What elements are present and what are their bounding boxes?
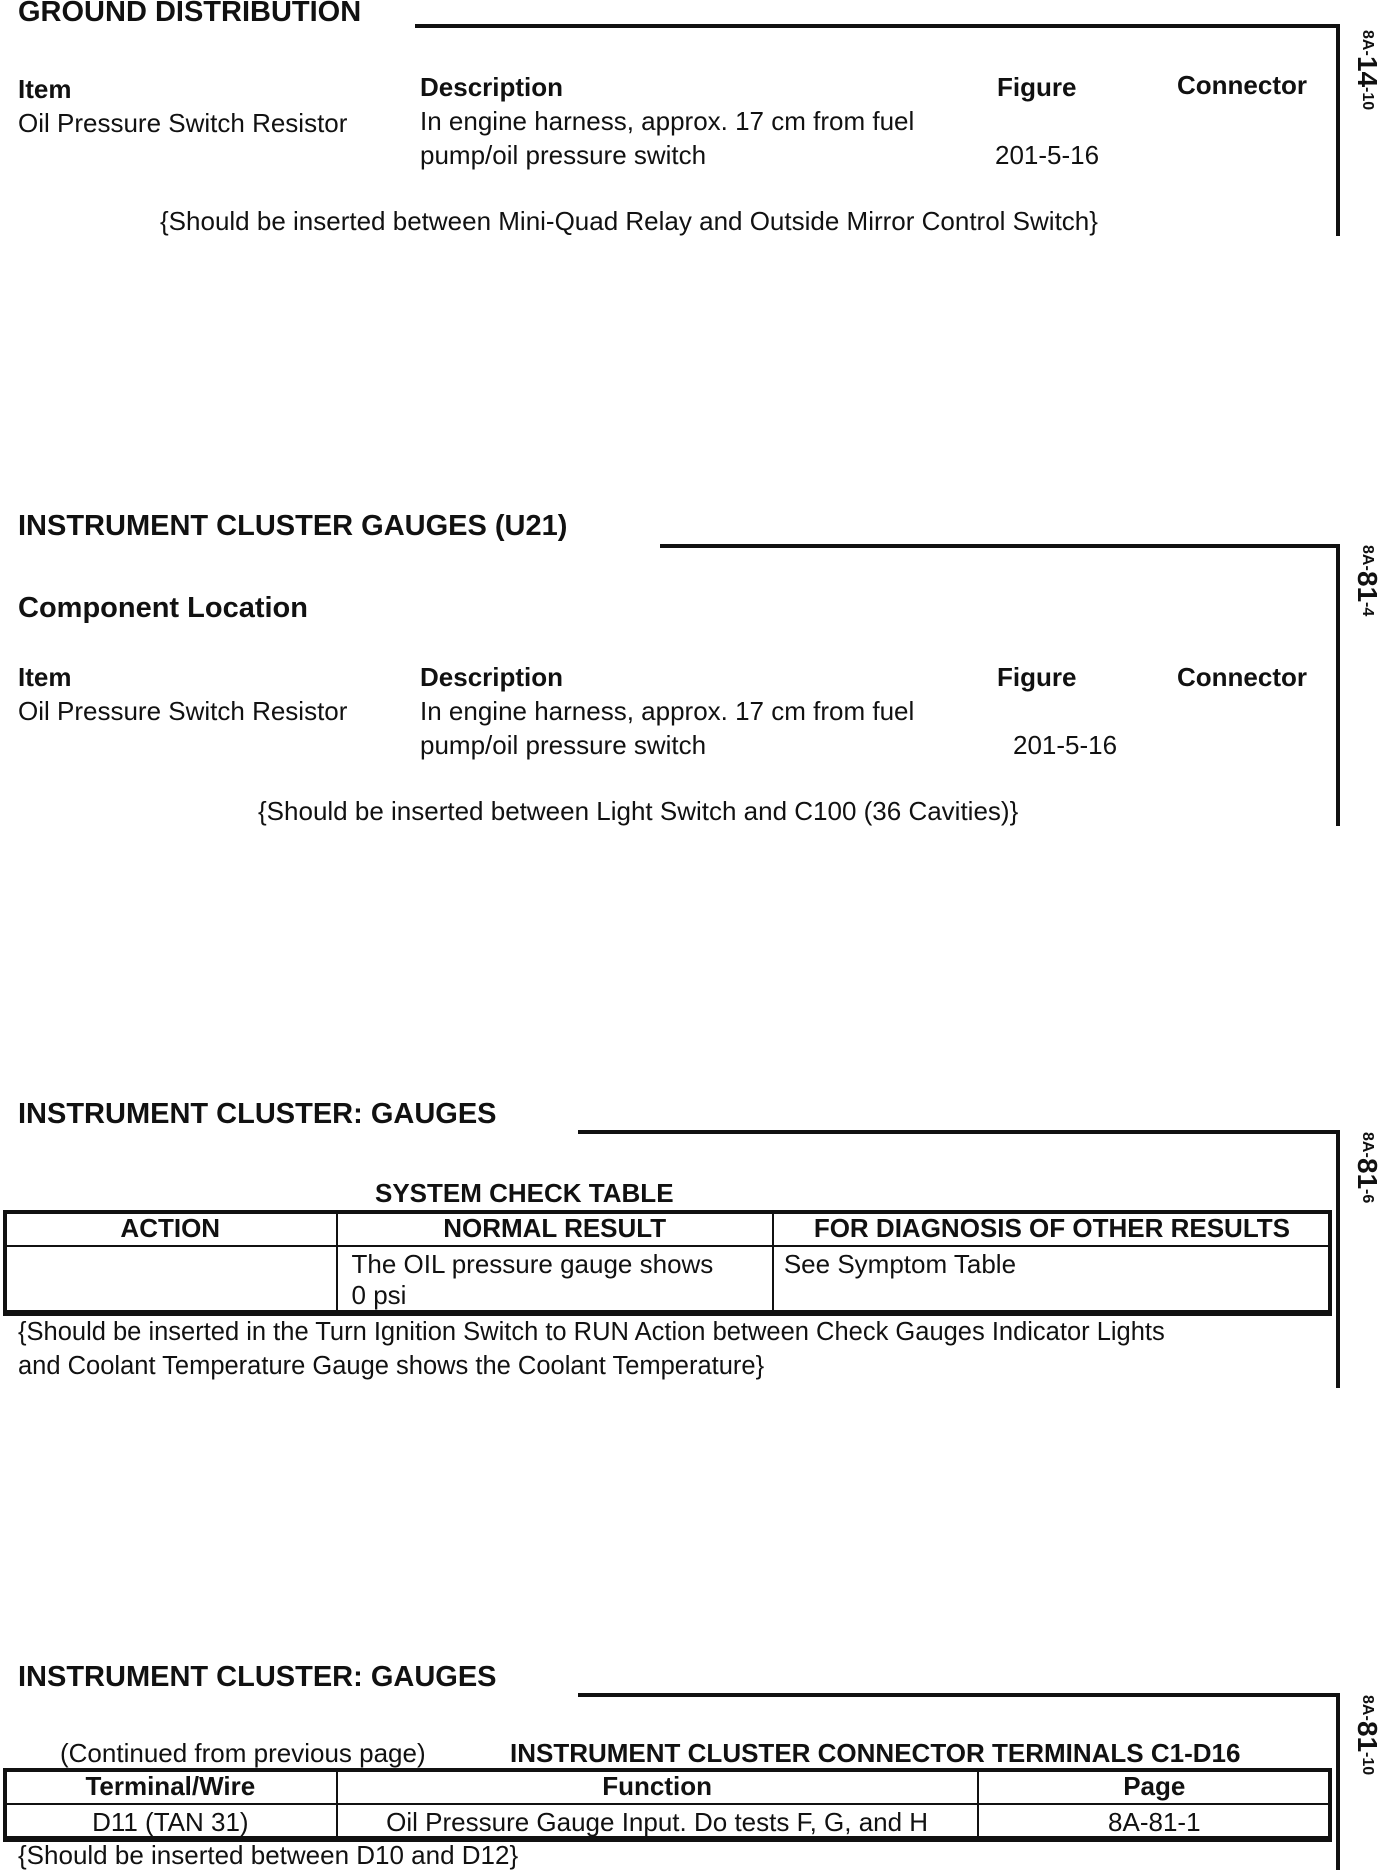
column-header-connector: Connector: [1177, 70, 1307, 100]
description-line: In engine harness, approx. 17 cm from fuel: [420, 696, 915, 726]
section-title: GROUND DISTRIBUTION: [18, 0, 362, 28]
column-header-item: Item: [18, 662, 72, 692]
diagnosis-cell: See Symptom Table: [773, 1246, 1331, 1314]
header-action: ACTION: [4, 1211, 337, 1246]
table-row: [4, 1246, 1331, 1314]
description-line: In engine harness, approx. 17 cm from fuel: [420, 106, 915, 136]
insert-note: {Should be inserted between D10 and D12}: [18, 1840, 519, 1870]
section-title: INSTRUMENT CLUSTER: GAUGES: [18, 1098, 497, 1130]
page-tab: [1352, 30, 1382, 150]
page-tab: [1352, 1695, 1382, 1815]
column-header-connector: Connector: [1177, 662, 1307, 692]
tab-number: 81: [1352, 570, 1383, 602]
insert-note-line: {Should be inserted in the Turn Ignition Switch to RUN Action between Check Gauges Indicator Lights: [18, 1318, 1165, 1346]
tab-suffix: -10: [1359, 86, 1376, 111]
connector-terminals-table: [3, 1768, 1332, 1842]
column-header-item: Item: [18, 74, 72, 104]
tab-number: 81: [1352, 1720, 1383, 1752]
description-line: pump/oil pressure switch: [420, 140, 707, 170]
column-header-description: Description: [420, 72, 564, 102]
table-header-row: [4, 1211, 1331, 1246]
tab-suffix: -4: [1359, 601, 1376, 617]
item-cell: Oil Pressure Switch Resistor: [18, 108, 348, 138]
insert-note-line: and Coolant Temperature Gauge shows the Coolant Temperature}: [18, 1352, 765, 1380]
section-border: [1336, 1693, 1340, 1870]
column-header-figure: Figure: [997, 662, 1077, 692]
table-row: [4, 1804, 1331, 1841]
figure-cell: 201-5-16: [995, 140, 1100, 170]
table-title: SYSTEM CHECK TABLE: [375, 1178, 674, 1208]
tab-suffix: -6: [1359, 1188, 1376, 1204]
column-header-description: Description: [420, 662, 564, 692]
page-cell: 8A-81-1: [978, 1804, 1331, 1841]
normal-result-line: The OIL pressure gauge shows: [351, 1249, 714, 1280]
description-line: pump/oil pressure switch: [420, 730, 707, 760]
normal-result-line: 0 psi: [351, 1280, 407, 1311]
tab-prefix: 8A-: [1359, 545, 1376, 571]
terminal-cell: D11 (TAN 31): [4, 1804, 337, 1841]
continued-label: (Continued from previous page): [60, 1738, 426, 1768]
table-title: INSTRUMENT CLUSTER CONNECTOR TERMINALS C1-D16: [510, 1738, 1241, 1768]
title-rule: [415, 24, 1340, 28]
column-header-figure: Figure: [997, 72, 1077, 102]
section-border: [1336, 1130, 1340, 1388]
header-normal-result: NORMAL RESULT: [337, 1211, 773, 1246]
section-title: INSTRUMENT CLUSTER GAUGES (U21): [18, 510, 568, 542]
header-diagnosis: FOR DIAGNOSIS OF OTHER RESULTS: [773, 1211, 1331, 1246]
title-rule: [660, 544, 1340, 548]
section-border: [1336, 544, 1340, 826]
page-tab: [1352, 1132, 1382, 1242]
title-rule: [578, 1693, 1340, 1697]
section-title: INSTRUMENT CLUSTER: GAUGES: [18, 1661, 497, 1693]
section-border: [1336, 24, 1340, 236]
table-header-row: [4, 1769, 1331, 1804]
tab-prefix: 8A-: [1359, 30, 1376, 56]
normal-result-cell: [337, 1246, 773, 1314]
header-function: Function: [337, 1769, 978, 1804]
tab-suffix: -10: [1359, 1751, 1376, 1776]
tab-number: 14: [1352, 55, 1383, 87]
header-terminal-wire: Terminal/Wire: [4, 1769, 337, 1804]
tab-prefix: 8A-: [1359, 1132, 1376, 1158]
function-cell: Oil Pressure Gauge Input. Do tests F, G, and H: [337, 1804, 978, 1841]
tab-prefix: 8A-: [1359, 1695, 1376, 1721]
item-cell: Oil Pressure Switch Resistor: [18, 696, 348, 726]
page-tab: [1352, 545, 1382, 655]
subtitle: Component Location: [18, 592, 308, 624]
header-page: Page: [978, 1769, 1331, 1804]
system-check-table: [3, 1210, 1332, 1316]
insert-note: {Should be inserted between Mini-Quad Relay and Outside Mirror Control Switch}: [160, 206, 1098, 236]
figure-cell: 201-5-16: [1013, 730, 1118, 760]
title-rule: [578, 1130, 1340, 1134]
action-cell: [4, 1246, 337, 1314]
tab-number: 81: [1352, 1157, 1383, 1189]
insert-note: {Should be inserted between Light Switch and C100 (36 Cavities)}: [258, 796, 1019, 826]
